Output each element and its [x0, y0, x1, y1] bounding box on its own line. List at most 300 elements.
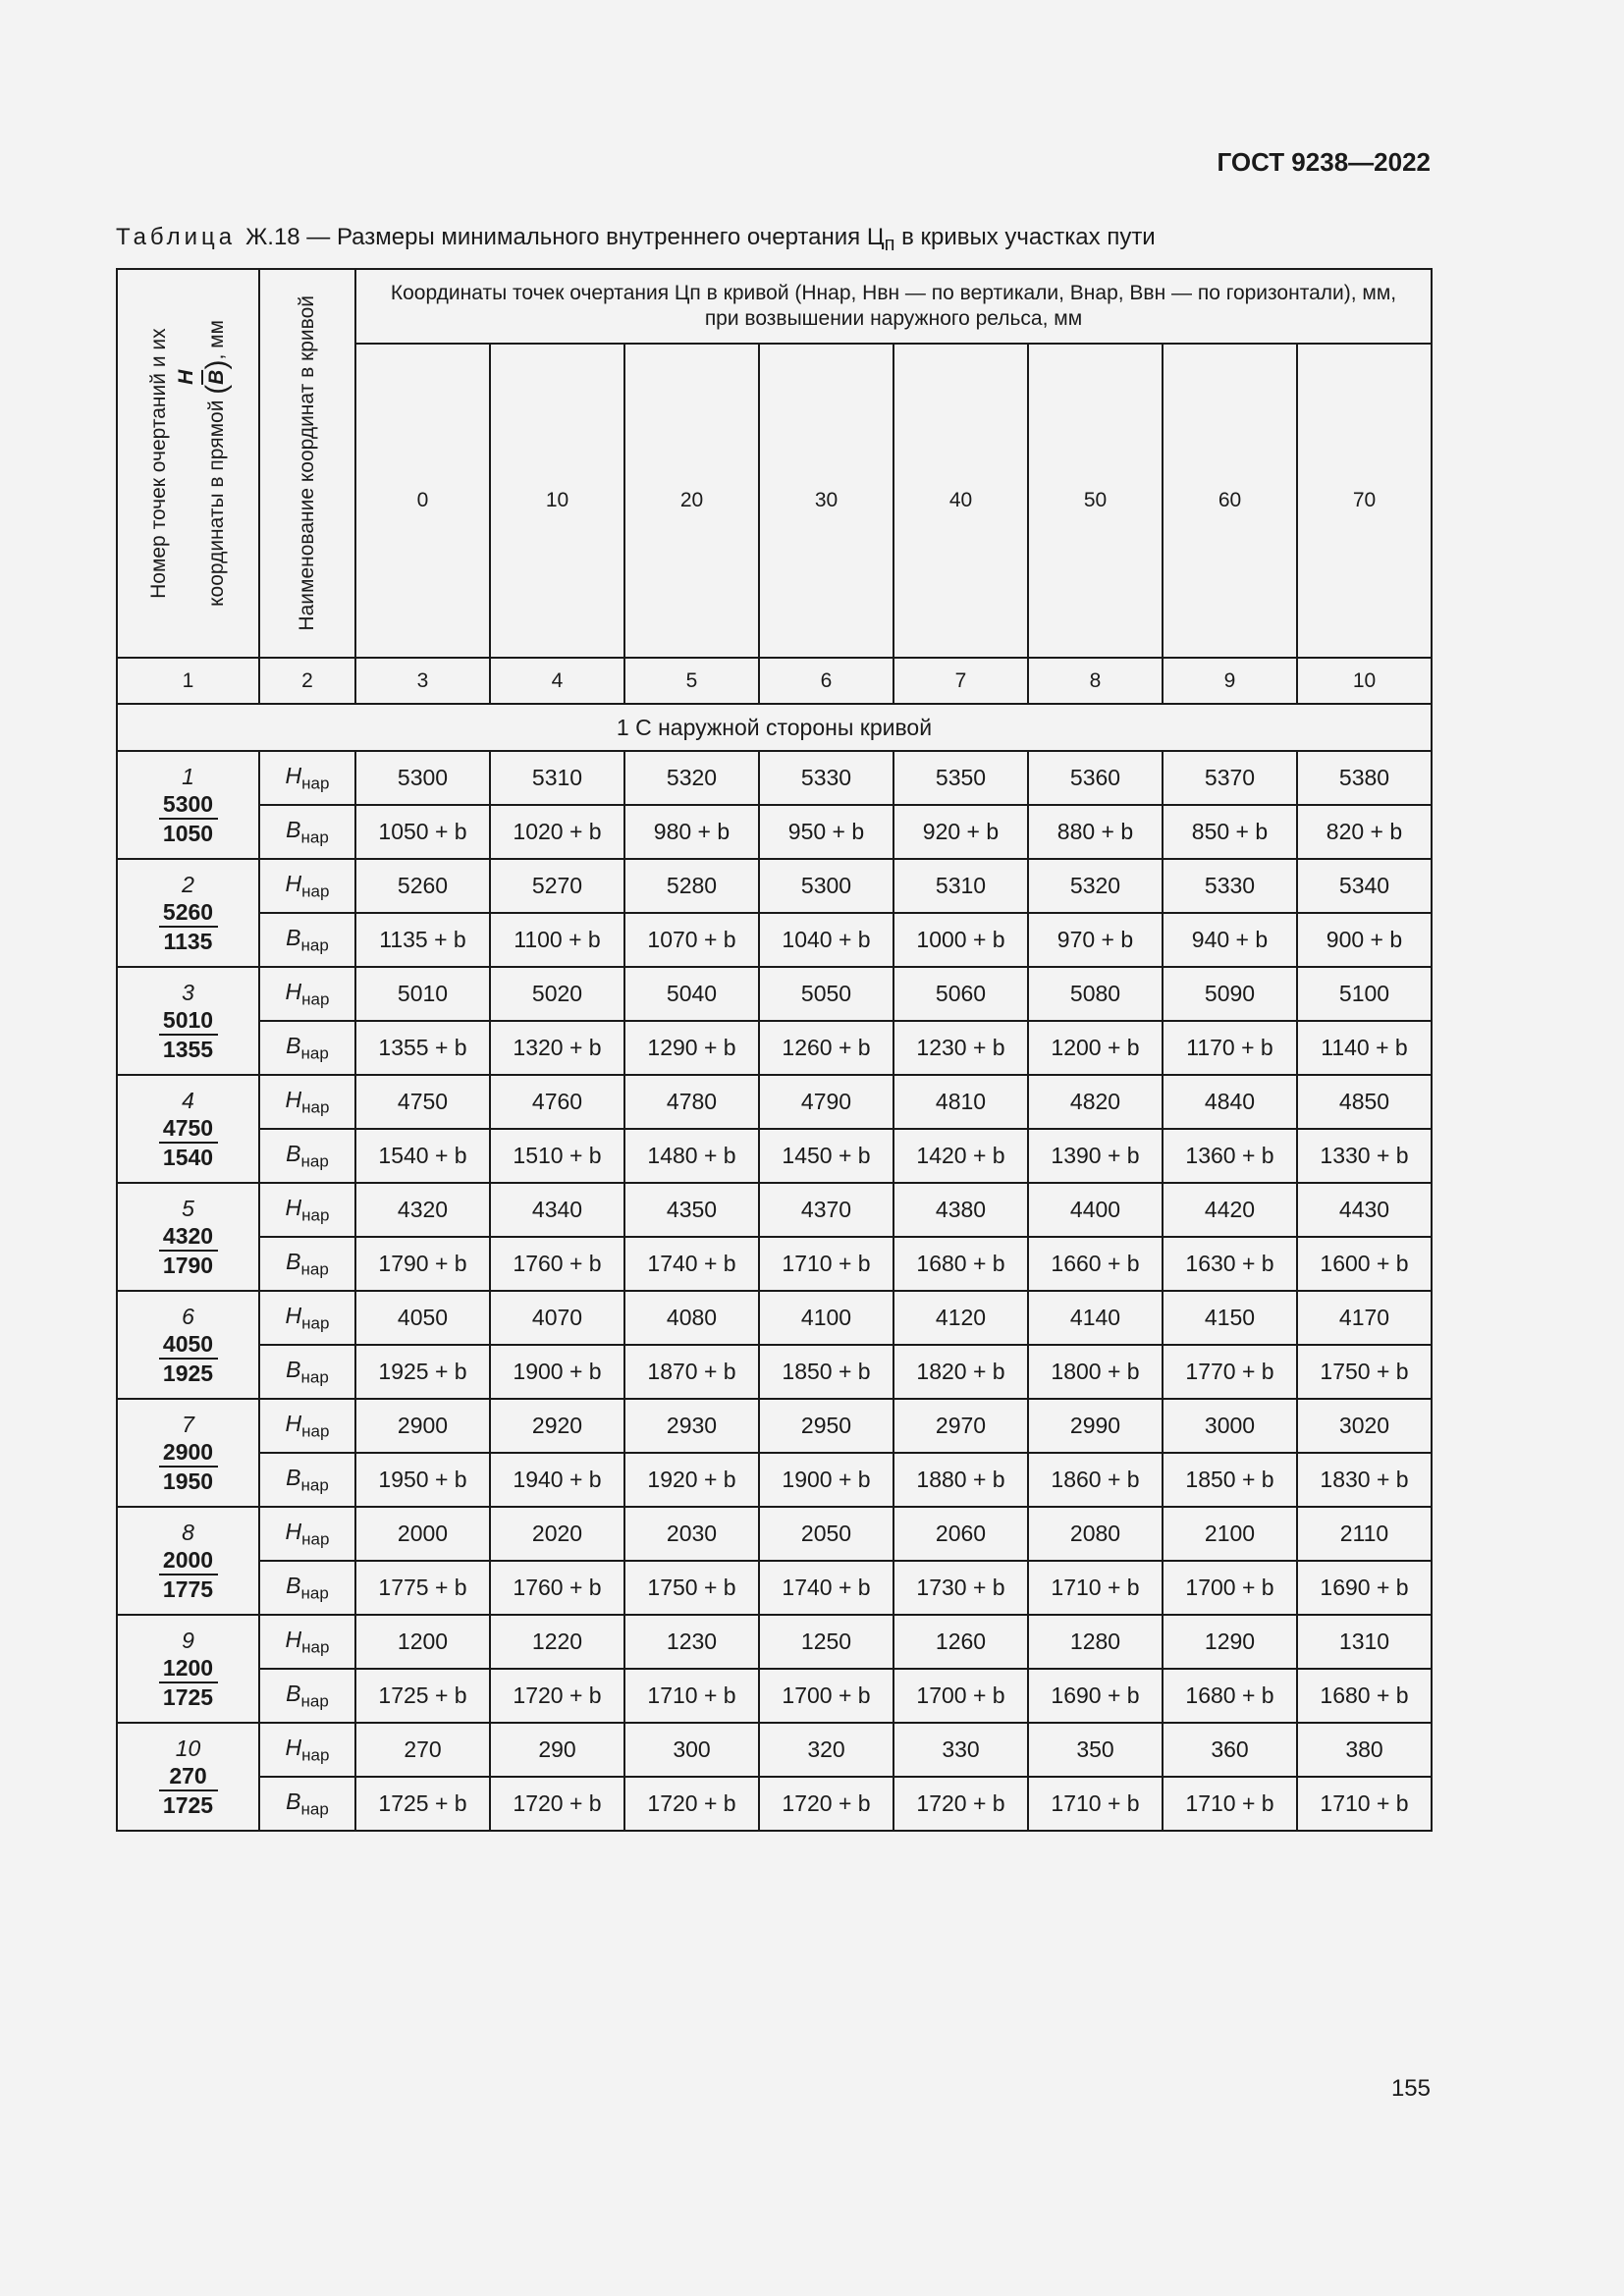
value-cell: 2060	[893, 1507, 1028, 1561]
value-cell: 1725 + b	[355, 1669, 490, 1723]
value-cell: 4760	[490, 1075, 624, 1129]
value-cell: 5280	[624, 859, 759, 913]
value-cell: 4080	[624, 1291, 759, 1345]
coord-name-h	[259, 1399, 355, 1453]
value-cell: 290	[490, 1723, 624, 1777]
value-cell: 1800 + b	[1028, 1345, 1163, 1399]
coord-subscript: нар	[301, 989, 330, 1009]
value-cell: 2100	[1163, 1507, 1297, 1561]
coord-letter: H	[285, 1302, 302, 1328]
point-h: 2900	[159, 1438, 218, 1468]
header-coordinates-group	[355, 269, 1432, 344]
value-cell: 1310	[1297, 1615, 1432, 1669]
point-cell	[117, 1615, 259, 1723]
coord-letter: H	[285, 870, 302, 896]
profile-table	[116, 268, 1433, 1832]
point-num: 5	[182, 1196, 194, 1221]
point-num: 1	[182, 764, 194, 789]
value-cell: 1710 + b	[759, 1237, 893, 1291]
value-cell: 1720 + b	[490, 1777, 624, 1831]
coord-letter: H	[285, 978, 302, 1004]
table-row	[117, 1075, 1432, 1129]
value-cell: 1220	[490, 1615, 624, 1669]
column-number: 3	[355, 658, 490, 704]
value-cell: 970 + b	[1028, 913, 1163, 967]
point-b: 1050	[162, 821, 214, 846]
value-cell: 1020 + b	[490, 805, 624, 859]
value-cell: 5300	[759, 859, 893, 913]
coord-name-b	[259, 805, 355, 859]
value-cell: 1200	[355, 1615, 490, 1669]
point-h: 270	[159, 1762, 218, 1791]
table-row	[117, 1237, 1432, 1291]
table-row	[117, 1669, 1432, 1723]
column-number: 8	[1028, 658, 1163, 704]
elevation-header: 0	[355, 344, 490, 658]
column-number-row	[117, 658, 1432, 704]
table-row	[117, 1723, 1432, 1777]
table-row	[117, 859, 1432, 913]
column-number: 5	[624, 658, 759, 704]
value-cell: 1660 + b	[1028, 1237, 1163, 1291]
value-cell: 5100	[1297, 967, 1432, 1021]
value-cell: 820 + b	[1297, 805, 1432, 859]
value-cell: 3000	[1163, 1399, 1297, 1453]
value-cell: 1230	[624, 1615, 759, 1669]
value-cell: 1420 + b	[893, 1129, 1028, 1183]
point-b: 1540	[162, 1145, 214, 1170]
value-cell: 5270	[490, 859, 624, 913]
value-cell: 5330	[759, 751, 893, 805]
value-cell: 5080	[1028, 967, 1163, 1021]
value-cell: 1770 + b	[1163, 1345, 1297, 1399]
value-cell: 1880 + b	[893, 1453, 1028, 1507]
value-cell: 1790 + b	[355, 1237, 490, 1291]
value-cell: 1950 + b	[355, 1453, 490, 1507]
point-num: 2	[182, 872, 194, 897]
value-cell: 4750	[355, 1075, 490, 1129]
paren-open: (	[200, 384, 233, 395]
value-cell: 1230 + b	[893, 1021, 1028, 1075]
point-h: 5010	[159, 1006, 218, 1036]
value-cell: 1710 + b	[1297, 1777, 1432, 1831]
value-cell: 1720 + b	[759, 1777, 893, 1831]
section-row	[117, 704, 1432, 751]
point-b: 1950	[162, 1468, 214, 1494]
point-h: 2000	[159, 1546, 218, 1575]
value-cell: 1940 + b	[490, 1453, 624, 1507]
coord-subscript: нар	[300, 1367, 329, 1387]
coord-letter: B	[286, 1788, 301, 1814]
value-cell: 1920 + b	[624, 1453, 759, 1507]
value-cell: 5050	[759, 967, 893, 1021]
coord-name-b	[259, 1561, 355, 1615]
value-cell: 1760 + b	[490, 1237, 624, 1291]
value-cell: 4140	[1028, 1291, 1163, 1345]
value-cell: 4400	[1028, 1183, 1163, 1237]
table-row	[117, 967, 1432, 1021]
point-cell	[117, 1399, 259, 1507]
header-group-line2: при возвышении наружного рельса, мм	[704, 306, 1083, 330]
point-b: 1725	[162, 1792, 214, 1818]
value-cell: 1510 + b	[490, 1129, 624, 1183]
value-cell: 320	[759, 1723, 893, 1777]
value-cell: 1750 + b	[624, 1561, 759, 1615]
value-cell: 3020	[1297, 1399, 1432, 1453]
value-cell: 4840	[1163, 1075, 1297, 1129]
value-cell: 1100 + b	[490, 913, 624, 967]
coord-name-b	[259, 1453, 355, 1507]
value-cell: 1700 + b	[759, 1669, 893, 1723]
value-cell: 980 + b	[624, 805, 759, 859]
point-cell	[117, 1075, 259, 1183]
value-cell: 4780	[624, 1075, 759, 1129]
value-cell: 5370	[1163, 751, 1297, 805]
value-cell: 1850 + b	[759, 1345, 893, 1399]
point-b: 1355	[162, 1037, 214, 1062]
value-cell: 1040 + b	[759, 913, 893, 967]
value-cell: 1710 + b	[1028, 1777, 1163, 1831]
coord-subscript: нар	[300, 1043, 329, 1063]
coord-letter: H	[285, 1410, 302, 1436]
value-cell: 1250	[759, 1615, 893, 1669]
point-b: 1925	[162, 1361, 214, 1386]
coord-name-b	[259, 913, 355, 967]
document-code: ГОСТ 9238—2022	[1217, 147, 1431, 177]
elevation-header: 70	[1297, 344, 1432, 658]
coord-subscript: нар	[301, 1421, 330, 1441]
paren-close: )	[200, 359, 233, 370]
value-cell: 1200 + b	[1028, 1021, 1163, 1075]
coord-subscript: нар	[300, 1259, 329, 1279]
value-cell: 2920	[490, 1399, 624, 1453]
point-cell	[117, 1507, 259, 1615]
value-cell: 4320	[355, 1183, 490, 1237]
coord-letter: H	[285, 1626, 302, 1652]
point-h: 5260	[159, 898, 218, 928]
value-cell: 5350	[893, 751, 1028, 805]
value-cell: 5310	[893, 859, 1028, 913]
value-cell: 1860 + b	[1028, 1453, 1163, 1507]
value-cell: 360	[1163, 1723, 1297, 1777]
coord-name-h	[259, 859, 355, 913]
header-fraction	[173, 370, 231, 385]
point-h: 5300	[159, 790, 218, 820]
fraction-numerator: H	[173, 370, 203, 385]
value-cell: 1760 + b	[490, 1561, 624, 1615]
point-b: 1790	[162, 1253, 214, 1278]
column-number: 10	[1297, 658, 1432, 704]
value-cell: 2080	[1028, 1507, 1163, 1561]
value-cell: 1710 + b	[624, 1669, 759, 1723]
value-cell: 2930	[624, 1399, 759, 1453]
page-number: 155	[1390, 2075, 1431, 2102]
table-row	[117, 1399, 1432, 1453]
value-cell: 5380	[1297, 751, 1432, 805]
value-cell: 1260 + b	[759, 1021, 893, 1075]
point-num: 4	[182, 1088, 194, 1113]
table-row	[117, 1615, 1432, 1669]
coord-subscript: нар	[300, 828, 329, 847]
coord-subscript: нар	[300, 935, 329, 955]
value-cell: 1700 + b	[893, 1669, 1028, 1723]
caption-prefix: Таблица	[116, 224, 237, 250]
value-cell: 5260	[355, 859, 490, 913]
value-cell: 4820	[1028, 1075, 1163, 1129]
value-cell: 4810	[893, 1075, 1028, 1129]
coord-subscript: нар	[300, 1691, 329, 1711]
value-cell: 1775 + b	[355, 1561, 490, 1615]
value-cell: 1135 + b	[355, 913, 490, 967]
value-cell: 1280	[1028, 1615, 1163, 1669]
value-cell: 1355 + b	[355, 1021, 490, 1075]
value-cell: 5330	[1163, 859, 1297, 913]
header-col1-unit: , мм	[205, 320, 228, 360]
value-cell: 940 + b	[1163, 913, 1297, 967]
value-cell: 1680 + b	[1297, 1669, 1432, 1723]
header-col1-line1: Номер точек очертаний и их	[147, 328, 170, 599]
coord-name-b	[259, 1237, 355, 1291]
value-cell: 1630 + b	[1163, 1237, 1297, 1291]
value-cell: 1750 + b	[1297, 1345, 1432, 1399]
value-cell: 1540 + b	[355, 1129, 490, 1183]
value-cell: 900 + b	[1297, 913, 1432, 967]
coord-subscript: нар	[301, 1097, 330, 1117]
elevation-header: 40	[893, 344, 1028, 658]
point-b: 1775	[162, 1576, 214, 1602]
column-number: 9	[1163, 658, 1297, 704]
value-cell: 4340	[490, 1183, 624, 1237]
coord-name-h	[259, 1291, 355, 1345]
value-cell: 4420	[1163, 1183, 1297, 1237]
caption-text: Ж.18 — Размеры минимального внутреннего очертания Ц	[245, 224, 885, 250]
value-cell: 2950	[759, 1399, 893, 1453]
point-b: 1725	[162, 1684, 214, 1710]
elevation-header: 60	[1163, 344, 1297, 658]
value-cell: 4150	[1163, 1291, 1297, 1345]
coord-subscript: нар	[300, 1799, 329, 1819]
coord-letter: B	[286, 1572, 301, 1598]
value-cell: 1290	[1163, 1615, 1297, 1669]
coord-letter: B	[286, 1680, 301, 1706]
value-cell: 1900 + b	[490, 1345, 624, 1399]
value-cell: 1690 + b	[1297, 1561, 1432, 1615]
value-cell: 1830 + b	[1297, 1453, 1432, 1507]
value-cell: 1140 + b	[1297, 1021, 1432, 1075]
point-b: 1135	[163, 929, 213, 954]
value-cell: 2000	[355, 1507, 490, 1561]
coord-letter: H	[285, 1194, 302, 1220]
point-cell	[117, 859, 259, 967]
coord-letter: B	[286, 1464, 301, 1490]
point-h: 4050	[159, 1330, 218, 1360]
value-cell: 1680 + b	[1163, 1669, 1297, 1723]
caption-suffix: в кривых участках пути	[894, 224, 1156, 250]
value-cell: 1870 + b	[624, 1345, 759, 1399]
value-cell: 1680 + b	[893, 1237, 1028, 1291]
value-cell: 2050	[759, 1507, 893, 1561]
value-cell: 4070	[490, 1291, 624, 1345]
column-number: 2	[259, 658, 355, 704]
table-row	[117, 1021, 1432, 1075]
value-cell: 1720 + b	[490, 1669, 624, 1723]
point-num: 7	[182, 1412, 194, 1437]
value-cell: 380	[1297, 1723, 1432, 1777]
table-row	[117, 1291, 1432, 1345]
column-number: 4	[490, 658, 624, 704]
coord-subscript: нар	[300, 1475, 329, 1495]
value-cell: 1710 + b	[1028, 1561, 1163, 1615]
table-row	[117, 1183, 1432, 1237]
coord-letter: B	[286, 1248, 301, 1274]
header-point-number	[117, 269, 259, 658]
coord-subscript: нар	[301, 1205, 330, 1225]
value-cell: 5310	[490, 751, 624, 805]
coord-name-h	[259, 1723, 355, 1777]
value-cell: 5040	[624, 967, 759, 1021]
coord-subscript: нар	[301, 1529, 330, 1549]
value-cell: 4120	[893, 1291, 1028, 1345]
coord-name-b	[259, 1777, 355, 1831]
value-cell: 1390 + b	[1028, 1129, 1163, 1183]
header-group-line1: Координаты точек очертания Цп в кривой (Hнар, Hвн — по вертикали, Bнар, Bвн — по горизонтали), мм,	[390, 281, 1397, 304]
table-row	[117, 1561, 1432, 1615]
point-cell	[117, 967, 259, 1075]
coord-letter: B	[286, 1356, 301, 1382]
point-h: 4750	[159, 1114, 218, 1144]
point-num: 6	[182, 1304, 194, 1329]
table-row	[117, 1453, 1432, 1507]
value-cell: 1320 + b	[490, 1021, 624, 1075]
value-cell: 2970	[893, 1399, 1028, 1453]
value-cell: 5090	[1163, 967, 1297, 1021]
table-row	[117, 913, 1432, 967]
elevation-header: 20	[624, 344, 759, 658]
coord-letter: B	[286, 816, 301, 842]
coord-subscript: нар	[300, 1583, 329, 1603]
value-cell: 1480 + b	[624, 1129, 759, 1183]
coord-letter: H	[285, 762, 302, 788]
table-row	[117, 751, 1432, 805]
point-num: 10	[175, 1735, 201, 1761]
table-row	[117, 805, 1432, 859]
value-cell: 1260	[893, 1615, 1028, 1669]
value-cell: 4790	[759, 1075, 893, 1129]
caption-sub: п	[884, 233, 895, 255]
coord-name-b	[259, 1345, 355, 1399]
coord-name-b	[259, 1129, 355, 1183]
elevation-header: 50	[1028, 344, 1163, 658]
value-cell: 2020	[490, 1507, 624, 1561]
value-cell: 1000 + b	[893, 913, 1028, 967]
value-cell: 5020	[490, 967, 624, 1021]
value-cell: 1710 + b	[1163, 1777, 1297, 1831]
value-cell: 1900 + b	[759, 1453, 893, 1507]
value-cell: 1450 + b	[759, 1129, 893, 1183]
value-cell: 4350	[624, 1183, 759, 1237]
value-cell: 880 + b	[1028, 805, 1163, 859]
value-cell: 1925 + b	[355, 1345, 490, 1399]
value-cell: 330	[893, 1723, 1028, 1777]
value-cell: 2990	[1028, 1399, 1163, 1453]
coord-name-h	[259, 751, 355, 805]
value-cell: 950 + b	[759, 805, 893, 859]
coord-name-b	[259, 1669, 355, 1723]
point-num: 3	[182, 980, 194, 1005]
table-row	[117, 1129, 1432, 1183]
value-cell: 1290 + b	[624, 1021, 759, 1075]
value-cell: 1050 + b	[355, 805, 490, 859]
coord-subscript: нар	[301, 774, 330, 793]
value-cell: 1720 + b	[893, 1777, 1028, 1831]
fraction-denominator: B	[205, 369, 228, 385]
coord-name-h	[259, 1615, 355, 1669]
section-title: 1 С наружной стороны кривой	[117, 704, 1432, 751]
coord-letter: H	[285, 1734, 302, 1760]
table-row	[117, 1777, 1432, 1831]
header-col1-line2: координаты в прямой	[205, 394, 228, 607]
value-cell: 4370	[759, 1183, 893, 1237]
value-cell: 2110	[1297, 1507, 1432, 1561]
value-cell: 1690 + b	[1028, 1669, 1163, 1723]
value-cell: 300	[624, 1723, 759, 1777]
value-cell: 1740 + b	[759, 1561, 893, 1615]
value-cell: 1600 + b	[1297, 1237, 1432, 1291]
point-cell	[117, 1183, 259, 1291]
value-cell: 5010	[355, 967, 490, 1021]
value-cell: 1360 + b	[1163, 1129, 1297, 1183]
point-num: 8	[182, 1520, 194, 1545]
coord-letter: B	[286, 924, 301, 950]
value-cell: 1730 + b	[893, 1561, 1028, 1615]
value-cell: 270	[355, 1723, 490, 1777]
value-cell: 1725 + b	[355, 1777, 490, 1831]
elevation-header: 30	[759, 344, 893, 658]
value-cell: 5340	[1297, 859, 1432, 913]
value-cell: 5320	[624, 751, 759, 805]
table-row	[117, 1345, 1432, 1399]
value-cell: 4430	[1297, 1183, 1432, 1237]
point-num: 9	[182, 1628, 194, 1653]
value-cell: 4050	[355, 1291, 490, 1345]
value-cell: 1820 + b	[893, 1345, 1028, 1399]
value-cell: 2030	[624, 1507, 759, 1561]
value-cell: 1700 + b	[1163, 1561, 1297, 1615]
value-cell: 5300	[355, 751, 490, 805]
value-cell: 4850	[1297, 1075, 1432, 1129]
value-cell: 2900	[355, 1399, 490, 1453]
value-cell: 4170	[1297, 1291, 1432, 1345]
value-cell: 1170 + b	[1163, 1021, 1297, 1075]
coord-subscript: нар	[300, 1151, 329, 1171]
coord-subscript: нар	[301, 1313, 330, 1333]
value-cell: 1330 + b	[1297, 1129, 1432, 1183]
point-cell	[117, 751, 259, 859]
value-cell: 920 + b	[893, 805, 1028, 859]
coord-name-b	[259, 1021, 355, 1075]
value-cell: 1720 + b	[624, 1777, 759, 1831]
coord-subscript: нар	[301, 1637, 330, 1657]
header-col2-text: Наименование координат в кривой	[296, 295, 318, 631]
value-cell: 5360	[1028, 751, 1163, 805]
value-cell: 350	[1028, 1723, 1163, 1777]
coord-letter: H	[285, 1518, 302, 1544]
value-cell: 5060	[893, 967, 1028, 1021]
coord-name-h	[259, 1075, 355, 1129]
table-caption	[116, 224, 1156, 256]
elevation-header: 10	[490, 344, 624, 658]
column-number: 6	[759, 658, 893, 704]
